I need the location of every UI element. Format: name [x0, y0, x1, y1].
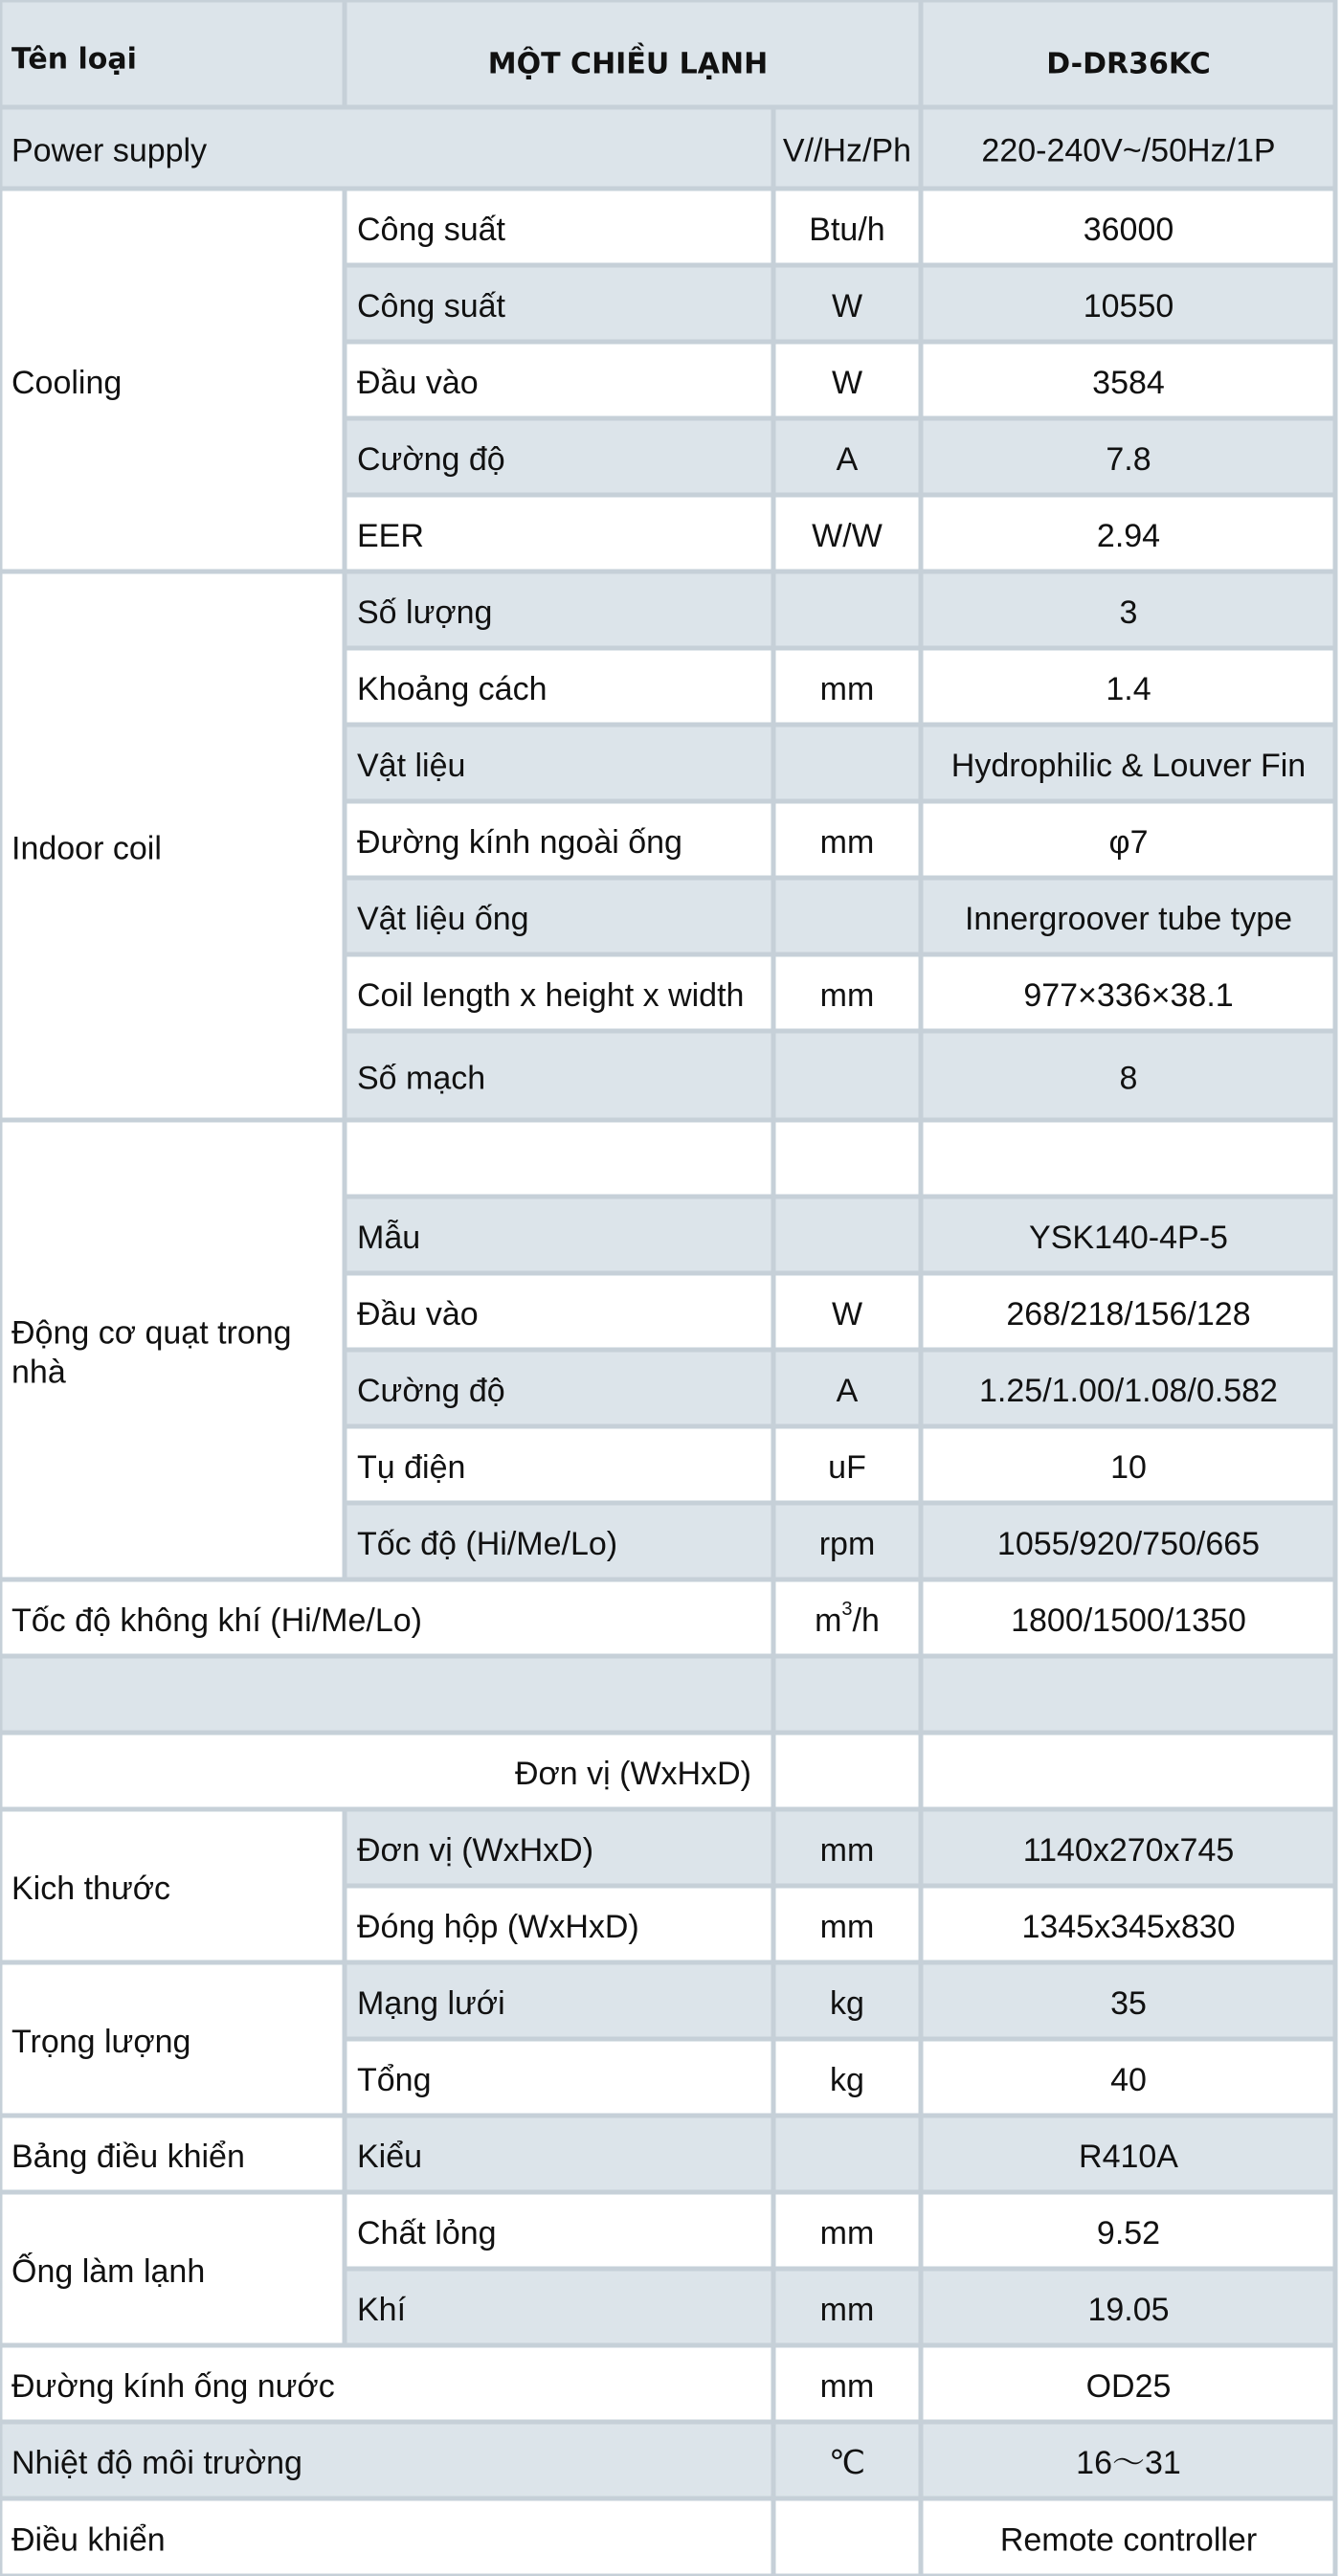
item-label: Đơn vị (WxHxD) [357, 1832, 594, 1869]
unit-label: mm [819, 671, 875, 707]
item-label: Khoảng cách [357, 671, 548, 707]
item-label: Công suất [357, 288, 505, 325]
item-label: Đầu vào [357, 1296, 479, 1333]
value-label: 36000 [1083, 212, 1174, 248]
value-label: 268/218/156/128 [1006, 1296, 1251, 1333]
unit-label: mm [819, 2368, 875, 2405]
unit-label: W [831, 365, 863, 401]
unit-label: kg [830, 2062, 864, 2098]
value-label: 1055/920/750/665 [996, 1526, 1261, 1562]
item-label: Khí [357, 2292, 407, 2328]
value-label: 1345x345x830 [1021, 1909, 1236, 1945]
unit-label: A [836, 441, 859, 478]
item-label: EER [357, 518, 424, 554]
value-label: 3584 [1092, 365, 1165, 401]
item-label: Đường kính ngoài ống [357, 824, 682, 861]
item-cell [345, 2269, 773, 2345]
item-label: Tốc độ (Hi/Me/Lo) [357, 1526, 618, 1562]
item-cell [345, 1120, 773, 1197]
item-label: Coil length x height x width [357, 977, 745, 1014]
item-label: Số lượng [357, 594, 493, 631]
item-label: Chất lỏng [357, 2215, 497, 2251]
value-label: 8 [1119, 1060, 1138, 1097]
unit-label: rpm [818, 1526, 876, 1562]
unit-cell [773, 2498, 921, 2576]
value-label: 1800/1500/1350 [1011, 1602, 1246, 1639]
value-label: 10 [1110, 1449, 1147, 1486]
row-label: Đường kính ống nước [11, 2368, 335, 2405]
row-label: Power supply [11, 132, 208, 169]
header-model: D-DR36KC [1046, 47, 1211, 81]
value-label: 10550 [1083, 288, 1174, 325]
item-label: Đầu vào [357, 365, 479, 401]
value-label: 3 [1119, 594, 1138, 631]
item-label: Số mạch [357, 1060, 486, 1097]
value-label: YSK140-4P-5 [1029, 1220, 1228, 1256]
value-label: 2.94 [1096, 518, 1161, 554]
item-label: Mạng lưới [357, 1985, 505, 2022]
unit-cell [773, 1120, 921, 1197]
unit-cell [773, 725, 921, 801]
item-label: Tổng [357, 2062, 432, 2098]
item-label: Đóng hộp (WxHxD) [357, 1909, 639, 1945]
unit-label: mm [819, 824, 875, 861]
unit-cell [773, 878, 921, 954]
unit-label: A [836, 1373, 859, 1409]
value-label: 40 [1110, 2062, 1147, 2098]
unit-label: mm [819, 2292, 875, 2328]
item-label: Cường độ [357, 441, 505, 478]
unit-label: W [831, 288, 863, 325]
empty-cell [0, 1656, 773, 1733]
item-label: Vật liệu [357, 748, 466, 784]
unit-cell [773, 1031, 921, 1120]
unit-cell [773, 2116, 921, 2192]
value-label: 1.25/1.00/1.08/0.582 [979, 1373, 1278, 1409]
unit-label: mm [819, 977, 875, 1014]
unit-cell [773, 571, 921, 648]
group-label: Cooling [11, 365, 123, 401]
value-cell [921, 1733, 1335, 1809]
value-label: 7.8 [1106, 441, 1151, 478]
value-label: Remote controller [999, 2521, 1258, 2559]
unit-label: mm [819, 2215, 875, 2251]
unit-label: W/W [812, 518, 883, 554]
value-label: Hydrophilic & Louver Fin [950, 748, 1307, 784]
value-label: 16～31 [1076, 2445, 1181, 2481]
value-label: OD25 [1085, 2368, 1172, 2405]
unit-cell [773, 1733, 921, 1809]
group-label-line-2: nhà [11, 1354, 66, 1391]
item-label: Kiểu [357, 2139, 423, 2175]
unit-label: kg [830, 1985, 864, 2022]
unit-label: ℃ [828, 2445, 866, 2481]
header-mode: MỘT CHIỀU LẠNH [487, 47, 769, 81]
value-label: 220-240V~/50Hz/1P [981, 132, 1276, 169]
unit-label: mm [819, 1832, 875, 1869]
unit-label: uF [828, 1449, 866, 1486]
row-label: Điều khiển [11, 2521, 166, 2559]
item-label: Tụ điện [357, 1449, 466, 1486]
group-label: Trọng lượng [11, 2024, 191, 2060]
value-label: 19.05 [1087, 2292, 1170, 2328]
item-label: Vật liệu ống [357, 901, 529, 937]
value-label: 1.4 [1106, 671, 1151, 707]
group-label: Indoor coil [11, 830, 162, 867]
unit-label: W [831, 1296, 863, 1333]
item-label: Mẫu [357, 1220, 421, 1256]
value-label: 977×336×38.1 [1023, 977, 1234, 1014]
value-cell [921, 1656, 1335, 1733]
value-label: Innergroover tube type [964, 901, 1293, 937]
item-label: Công suất [357, 212, 505, 248]
unit-label: $m^3/h$ [815, 1599, 880, 1639]
unit-label: mm [819, 1909, 875, 1945]
item-label: Cường độ [357, 1373, 505, 1409]
unit-label: V//Hz/Ph [782, 132, 912, 169]
unit-cell [773, 1197, 921, 1273]
group-label-line-1: Động cơ quạt trong [11, 1314, 292, 1352]
row-label: Nhiệt độ môi trường [11, 2445, 302, 2481]
unit-cell [773, 1656, 921, 1733]
value-label: φ7 [1108, 824, 1149, 861]
group-label: Bảng điều khiển [11, 2139, 245, 2175]
value-cell [921, 1120, 1335, 1197]
header-label: Tên loại [11, 42, 137, 77]
group-label: Ống làm lạnh [11, 2253, 206, 2290]
value-label: R410A [1079, 2139, 1178, 2175]
value-label: 9.52 [1096, 2215, 1161, 2251]
subheader-label: Đơn vị (WxHxD) [514, 1756, 751, 1792]
unit-label: Btu/h [809, 212, 885, 248]
row-label: Tốc độ không khí (Hi/Me/Lo) [11, 1602, 422, 1639]
value-label: 1140x270x745 [1022, 1832, 1235, 1869]
group-label: Kich thước [11, 1870, 170, 1907]
value-label: 35 [1110, 1985, 1147, 2022]
